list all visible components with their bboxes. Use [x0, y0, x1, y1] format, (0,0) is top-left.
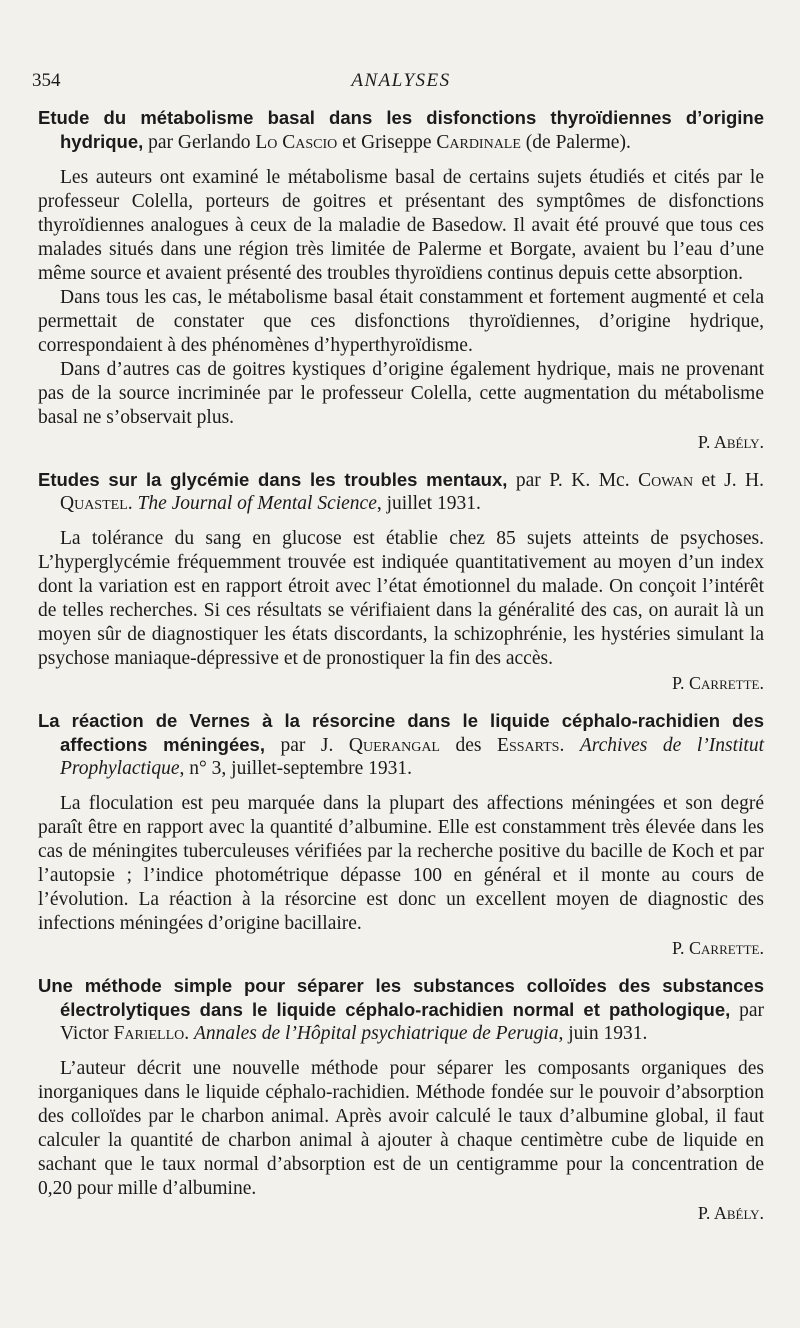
- byline-text: et Griseppe: [337, 132, 437, 153]
- article-heading: [38, 468, 764, 515]
- journal-name: Archives de l’Institut Prophylactique: [60, 735, 764, 779]
- article-4: [38, 974, 764, 1225]
- byline-text: , n° 3, juillet-septembre 1931.: [179, 758, 413, 779]
- signature-text: P. Carrette.: [671, 673, 764, 693]
- byline-text: et J. H.: [693, 470, 765, 491]
- reviewer-signature: [38, 1201, 764, 1225]
- byline-text: , juillet 1931.: [376, 493, 481, 514]
- byline-text: par Victor: [60, 1000, 764, 1044]
- author-name: Lo Cascio: [255, 132, 338, 153]
- article-heading: [38, 974, 764, 1045]
- running-title: ANALYSES: [351, 70, 451, 91]
- article-title: Une méthode simple pour séparer les substances colloïdes des substances électrolytiques dans le liquide céphalo-rachidien normal et pathologique,: [38, 975, 764, 1020]
- journal-name: The Journal of Mental Science: [137, 493, 377, 514]
- author-name: Quastel: [60, 493, 128, 514]
- reviewer-signature: [38, 430, 764, 454]
- byline-text: par J.: [264, 735, 349, 756]
- paragraph: L’auteur décrit une nouvelle méthode pour séparer les composants organiques des inorganiques dans le liquide céphalo-rachidien. Méthode fondée sur le pouvoir d’absorption des colloïdes par le charbon animal. Après avoir calculé le taux d’albumine global, il faut calculer la quantité de charbon animal à ajouter à chaque centimètre cube de liquide en sachant que le taux normal d’absorption est de un centigramme pour la concentration de 0,20 pour mille d’albumine.: [38, 1058, 764, 1199]
- byline-text: par P. K. Mc.: [507, 470, 639, 491]
- article-title: Etudes sur la glycémie dans les troubles mentaux,: [38, 469, 508, 490]
- signature-text: P. Abély.: [697, 432, 764, 452]
- article-title: La réaction de Vernes à la résorcine dans le liquide céphalo-rachidien des affections méningées,: [38, 710, 764, 755]
- article-heading: [38, 106, 764, 154]
- paragraph: Dans d’autres cas de goitres kystiques d’origine également hydrique, mais ne provenant pas de la source incriminée par le professeur Colella, cette augmentation du métabolisme basal ne s’observait plus.: [38, 359, 764, 428]
- byline-text: des: [439, 735, 498, 756]
- article-title: Etude du métabolisme basal dans les disfonctions thyroïdiennes d’origine hydrique,: [38, 107, 764, 152]
- running-head: [32, 62, 764, 98]
- byline-text: par Gerlando: [143, 132, 256, 153]
- byline-text: , juin 1931.: [558, 1023, 648, 1044]
- article-2: [38, 468, 764, 695]
- author-name: Fariello: [113, 1023, 185, 1044]
- article-1: [38, 106, 764, 454]
- signature-text: P. Abély.: [697, 1203, 764, 1223]
- paragraph: Les auteurs ont examiné le métabolisme basal de certains sujets étudiés et cités par le professeur Colella, porteurs de goitres et présentant des symptômes de disfonctions thyroïdiennes analogues à ceux de la maladie de Basedow. Il avait été prouvé que tous ces malades situés dans une région très limitée de Palerme et Borgate, avaient bu l’eau d’une même source et avaient présenté des troubles thyroïdiens continus depuis cette absorption.: [38, 167, 764, 284]
- byline-text: .: [184, 1023, 195, 1044]
- author-name: Cardinale: [436, 132, 521, 153]
- author-name: Cowan: [638, 470, 694, 491]
- article-heading: [38, 709, 764, 780]
- author-name: Querangal: [348, 735, 440, 756]
- byline-text: (de Palerme).: [520, 132, 631, 153]
- paragraph: La floculation est peu marquée dans la plupart des affections méningées et son degré paraît être en rapport avec la quantité d’albumine. Elle est constamment très élevée dans les cas de méningites tuberculeuses vérifiées par la recherche positive du bacille de Koch et par l’autopsie ; l’indice photométrique dépasse 100 en général et il monte au cours de l’évolution. La réaction à la résorcine est donc un excellent moyen de diagnostic des infections méningées d’origine bacillaire.: [38, 793, 764, 934]
- journal-name: Annales de l’Hôpital psychiatrique de Perugia: [194, 1023, 559, 1044]
- paragraph: Dans tous les cas, le métabolisme basal était constamment et fortement augmenté et cela permettait de constater que ces disfonctions thyroïdiennes, d’origine hydrique, correspondaient à des phénomènes d’hyperthyroïdisme.: [38, 287, 764, 356]
- paragraph: La tolérance du sang en glucose est établie chez 85 sujets atteints de psychoses. L’hyperglycémie fréquemment trouvée est indiquée quantitativement au moyen d’un index dont la variation est en rapport étroit avec l’état émotionnel du malade. On conçoit l’intérêt de telles recherches. Si ces résultats se vérifiaient dans la généralité des cas, on aurait là un moyen sûr de diagnostiquer les états discordants, la schizophrénie, les hystéries simulant la psychose maniaque-dépressive et de pronostiquer la fin des accès.: [38, 528, 764, 669]
- article-3: [38, 709, 764, 960]
- byline-text: .: [559, 735, 580, 756]
- reviewer-signature: [38, 936, 764, 960]
- byline-text: .: [127, 493, 138, 514]
- reviewer-signature: [38, 671, 764, 695]
- signature-text: P. Carrette.: [671, 938, 764, 958]
- page: [32, 62, 765, 1239]
- author-name: Essarts: [497, 735, 560, 756]
- page-number: 354: [32, 70, 61, 91]
